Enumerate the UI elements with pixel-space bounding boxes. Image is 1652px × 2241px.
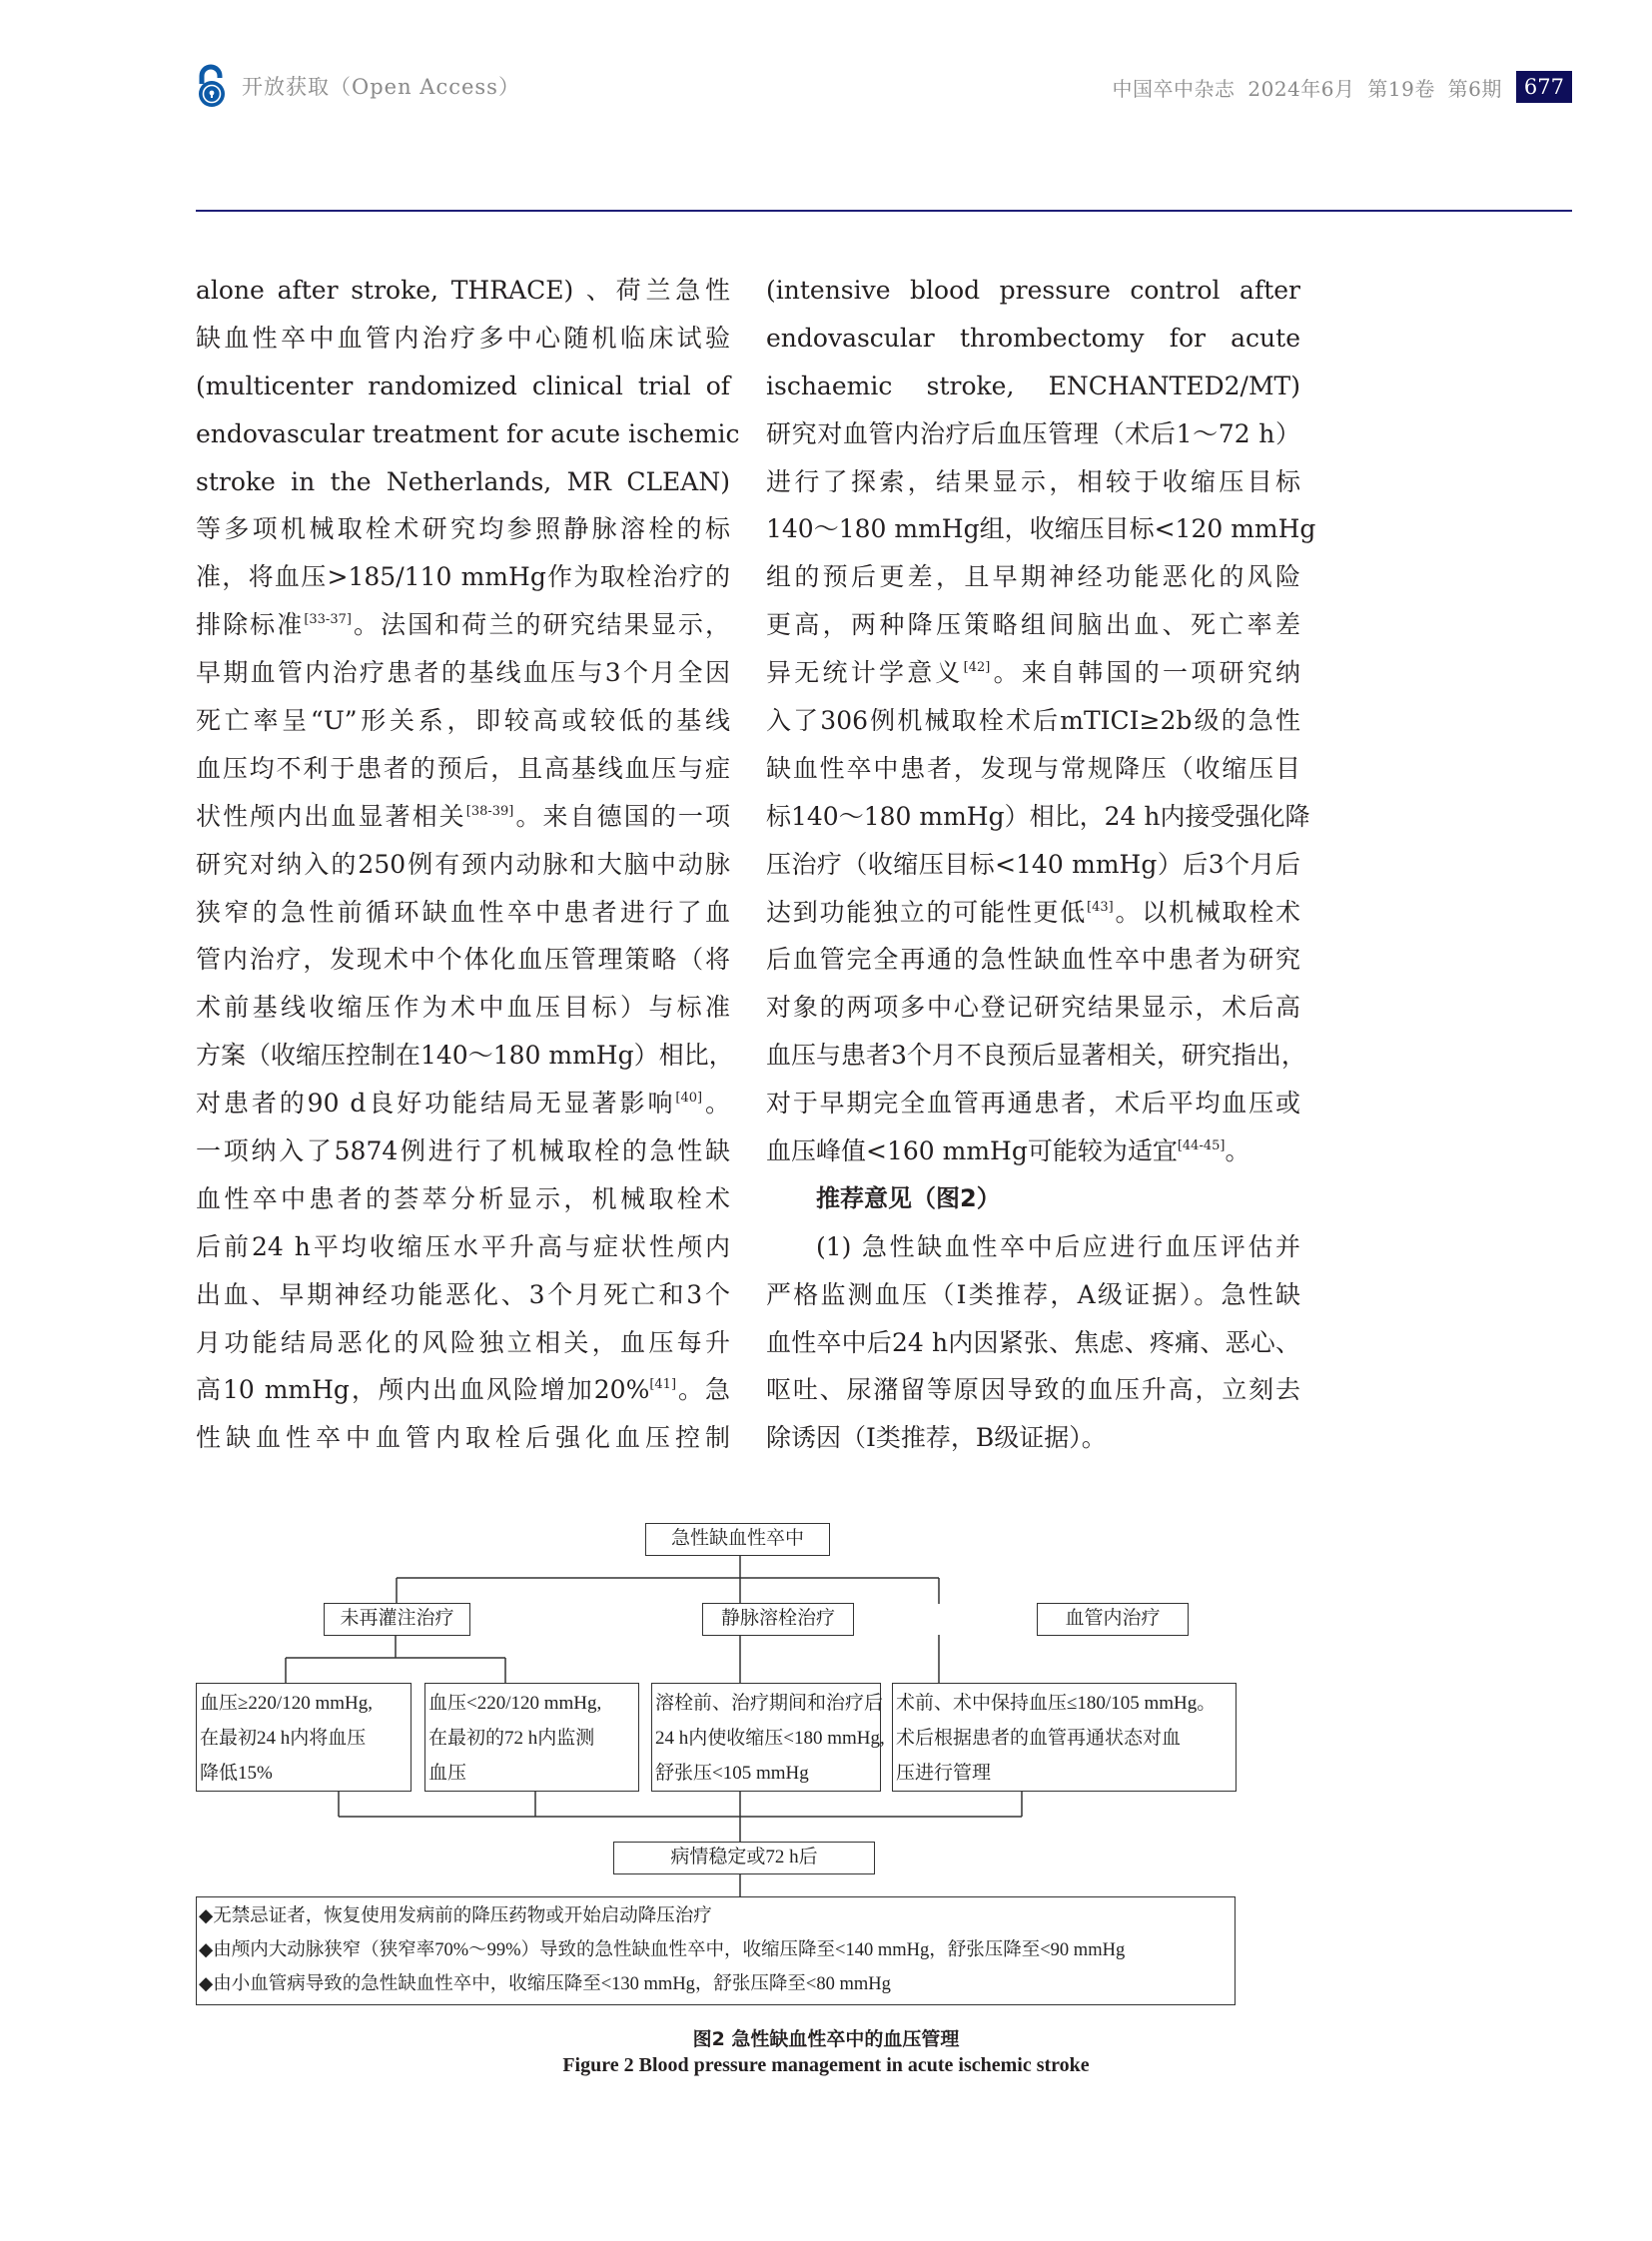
node-endovascular-targets xyxy=(892,1683,1237,1792)
node-label: 静脉溶栓治疗 xyxy=(720,1608,835,1629)
text-line xyxy=(196,505,730,553)
node-line: 血压≥220/120 mmHg, xyxy=(200,1693,373,1714)
journal-header xyxy=(1113,70,1572,104)
text-line xyxy=(766,889,1300,937)
text-segment: 。 xyxy=(1225,1136,1250,1166)
node-label: 血管内治疗 xyxy=(1065,1608,1161,1629)
node-line: 溶栓前、治疗期间和治疗后 xyxy=(655,1693,884,1714)
text-line xyxy=(766,363,1300,410)
text-line xyxy=(766,841,1300,889)
text-segment: 血压均不利于患者的预后，且高基线血压与症 xyxy=(196,753,730,783)
text-line xyxy=(766,1032,1306,1080)
text-line xyxy=(766,315,1300,363)
text-segment: 月功能结局恶化的风险独立相关，血压每升 xyxy=(196,1327,730,1357)
node-line: 术前、术中保持血压≤180/105 mmHg。 xyxy=(896,1693,1217,1714)
node-line: 24 h内使收缩压<180 mmHg, xyxy=(655,1728,885,1749)
text-segment: 研究对纳入的250例有颈内动脉和大脑中动脉 xyxy=(196,849,730,879)
node-line: 在最初24 h内将血压 xyxy=(200,1728,367,1749)
text-line xyxy=(196,601,730,649)
text-segment: 。 xyxy=(702,1089,730,1119)
node-line: 血压<220/120 mmHg, xyxy=(428,1693,602,1714)
node-line: 血压 xyxy=(428,1763,467,1784)
text-segment: (multicenter randomized clinical trial of xyxy=(196,371,730,400)
text-line xyxy=(196,1175,730,1223)
text-segment: 。法国和荷兰的研究结果显示， xyxy=(351,610,730,640)
text-segment: 入了306例机械取栓术后mTICI≥2b级的急性 xyxy=(766,706,1300,736)
node-acute-ischemic-stroke xyxy=(645,1523,830,1556)
text-line xyxy=(766,1080,1300,1127)
citation-ref: [43] xyxy=(1087,899,1114,915)
node-bp-high xyxy=(196,1683,412,1792)
text-segment: 。急 xyxy=(676,1375,730,1405)
text-line xyxy=(766,410,1300,458)
text-segment: 除诱因（I类推荐，B级证据）。 xyxy=(766,1423,1107,1453)
text-line xyxy=(196,363,730,410)
node-line: 术后根据患者的血管再通状态对血 xyxy=(896,1728,1182,1749)
text-segment: 血性卒中后24 h内因紧张、焦虑、疼痛、恶心、 xyxy=(766,1327,1300,1357)
text-line xyxy=(766,1223,1300,1271)
text-segment: endovascular thrombectomy for acute xyxy=(766,323,1300,353)
text-segment: 性缺血性卒中血管内取栓后强化血压控制 xyxy=(196,1423,730,1453)
text-segment: 一项纳入了5874例进行了机械取栓的急性缺 xyxy=(196,1136,730,1166)
text-line xyxy=(196,889,730,937)
left-column xyxy=(196,267,740,1462)
text-line xyxy=(196,1080,730,1127)
text-segment: 对象的两项多中心登记研究结果显示，术后高 xyxy=(766,993,1300,1023)
text-line xyxy=(196,649,730,697)
text-segment: 。来自德国的一项 xyxy=(513,801,730,831)
text-segment: 血压与患者3个月不良预后显著相关，研究指出， xyxy=(766,1041,1306,1071)
text-segment: 等多项机械取栓术研究均参照静脉溶栓的标 xyxy=(196,514,730,544)
citation-ref: [44-45] xyxy=(1177,1138,1226,1154)
figure-caption-en: Figure 2 Blood pressure management in acute ischemic stroke xyxy=(562,2054,1090,2076)
text-segment: 早期血管内治疗患者的基线血压与3个月全因 xyxy=(196,658,730,688)
node-line: 舒张压<105 mmHg xyxy=(655,1763,809,1784)
text-line xyxy=(766,936,1300,984)
text-segment: 标140～180 mmHg）相比，24 h内接受强化降 xyxy=(766,801,1310,831)
text-line xyxy=(196,553,730,601)
figure-2-flowchart xyxy=(196,1508,1294,2027)
text-line xyxy=(196,841,730,889)
text-segment: 管内治疗，发现术中个体化血压管理策略（将 xyxy=(196,945,730,975)
text-segment: 后血管完全再通的急性缺血性卒中患者为研究 xyxy=(766,945,1300,975)
text-line xyxy=(196,1271,730,1319)
right-column xyxy=(766,267,1316,1462)
citation-ref: [41] xyxy=(649,1377,677,1393)
text-segment: endovascular treatment for acute ischemic xyxy=(196,418,740,448)
node-recommendations xyxy=(196,1896,1236,2005)
text-segment: 。以机械取栓术 xyxy=(1113,897,1300,927)
text-line xyxy=(766,267,1300,315)
header-divider xyxy=(196,210,1572,212)
text-segment: 研究对血管内治疗后血压管理（术后1～72 h） xyxy=(766,418,1300,448)
citation-ref: [42] xyxy=(963,660,991,676)
text-segment: 血性卒中患者的荟萃分析显示，机械取栓术 xyxy=(196,1183,730,1213)
text-line xyxy=(766,1271,1300,1319)
page-number: 677 xyxy=(1516,71,1572,103)
text-segment: 对患者的90 d良好功能结局无显著影响 xyxy=(196,1089,676,1119)
text-line xyxy=(766,1366,1300,1414)
citation-ref: [38-39] xyxy=(465,803,514,819)
text-segment: alone after stroke, THRACE) 、荷兰急性 xyxy=(196,276,730,305)
text-line xyxy=(196,315,730,363)
text-segment: 对于早期完全血管再通患者，术后平均血压或 xyxy=(766,1089,1300,1119)
open-access-label: 开放获取（Open Access） xyxy=(242,75,520,99)
text-line xyxy=(766,553,1300,601)
text-line xyxy=(766,601,1300,649)
open-access-header xyxy=(196,66,520,106)
text-segment: 血压峰值<160 mmHg可能较为适宜 xyxy=(766,1136,1178,1166)
citation-ref: [40] xyxy=(675,1091,703,1107)
text-segment: 。来自韩国的一项研究纳 xyxy=(990,658,1300,688)
text-segment: 高10 mmHg，颅内出血风险增加20% xyxy=(196,1375,650,1405)
journal-info: 中国卒中杂志 2024年6月 第19卷 第6期 xyxy=(1112,76,1502,101)
text-line xyxy=(196,1319,730,1367)
text-line xyxy=(766,649,1300,697)
node-no-reperfusion xyxy=(324,1603,470,1636)
text-segment: 异无统计学意义 xyxy=(766,658,964,688)
text-line xyxy=(196,745,730,793)
text-segment: 组的预后更差，且早期神经功能恶化的风险 xyxy=(766,562,1300,592)
node-bp-lower xyxy=(424,1683,639,1792)
text-line xyxy=(196,410,740,458)
text-line xyxy=(196,697,730,745)
text-line xyxy=(196,267,730,315)
node-thrombolysis-targets xyxy=(651,1683,885,1792)
text-segment: 出血、早期神经功能恶化、3个月死亡和3个 xyxy=(196,1279,730,1309)
text-segment: 缺血性卒中患者，发现与常规降压（收缩压目 xyxy=(766,753,1300,783)
node-label: 未再灌注治疗 xyxy=(340,1608,454,1629)
node-label: 病情稳定或72 h后 xyxy=(670,1847,818,1868)
figure-caption-cn: 图2 急性缺血性卒中的血压管理 xyxy=(692,2028,960,2050)
text-line xyxy=(196,458,730,506)
text-segment: 严格监测血压（I类推荐，A级证据）。急性缺 xyxy=(766,1279,1300,1309)
text-segment: 140～180 mmHg组，收缩压目标<120 mmHg xyxy=(766,514,1316,544)
text-segment: 术前基线收缩压作为术中血压目标）与标准 xyxy=(196,993,730,1023)
text-line xyxy=(196,1414,730,1462)
node-line: 在最初的72 h内监测 xyxy=(428,1728,595,1749)
text-segment: 状性颅内出血显著相关 xyxy=(196,801,466,831)
text-segment: 准，将血压>185/110 mmHg作为取栓治疗的 xyxy=(196,562,730,592)
text-line xyxy=(196,1223,730,1271)
node-stable-or-72h xyxy=(613,1842,875,1874)
text-line xyxy=(196,1366,730,1414)
node-line: 降低15% xyxy=(200,1763,273,1784)
text-segment: ischaemic stroke, ENCHANTED2/MT) xyxy=(766,371,1300,400)
node-endovascular xyxy=(1037,1603,1189,1636)
recommendation-item: ◆由小血管病导致的急性缺血性卒中，收缩压降至<130 mmHg，舒张压降至<80 mmHg xyxy=(199,1974,891,1994)
text-segment: 进行了探索，结果显示，相较于收缩压目标 xyxy=(766,466,1300,496)
text-line xyxy=(766,793,1310,841)
text-line xyxy=(766,505,1316,553)
text-line xyxy=(766,1127,1300,1175)
text-line xyxy=(196,793,730,841)
text-line xyxy=(766,984,1300,1032)
text-segment: 更高，两种降压策略组间脑出血、死亡率差 xyxy=(766,610,1300,640)
text-line xyxy=(196,984,730,1032)
node-line: 压进行管理 xyxy=(896,1763,992,1784)
recommendation-item: ◆无禁忌证者，恢复使用发病前的降压药物或开始启动降压治疗 xyxy=(199,1906,712,1926)
text-line xyxy=(196,1127,730,1175)
text-line xyxy=(196,1032,734,1080)
open-lock-icon xyxy=(196,64,230,108)
node-iv-thrombolysis xyxy=(702,1603,854,1636)
recommendation-heading: 推荐意见（图2） xyxy=(816,1183,1001,1212)
text-segment: 方案（收缩压控制在140～180 mmHg）相比， xyxy=(196,1041,734,1071)
text-segment: 后前24 h平均收缩压水平升高与症状性颅内 xyxy=(196,1231,730,1261)
text-line xyxy=(766,1319,1300,1367)
text-segment: 死亡率呈“U”形关系，即较高或较低的基线 xyxy=(196,706,730,736)
text-segment: 压治疗（收缩压目标<140 mmHg）后3个月后 xyxy=(766,849,1300,879)
text-line xyxy=(766,1414,1300,1462)
text-line xyxy=(196,936,730,984)
text-segment: (intensive blood pressure control after xyxy=(766,276,1300,305)
text-segment: 呕吐、尿潴留等原因导致的血压升高，立刻去 xyxy=(766,1375,1300,1405)
citation-ref: [33-37] xyxy=(304,612,352,628)
text-segment: 狭窄的急性前循环缺血性卒中患者进行了血 xyxy=(196,897,730,927)
text-segment: stroke in the Netherlands, MR CLEAN) xyxy=(196,466,730,496)
text-line xyxy=(766,697,1300,745)
text-segment: 排除标准 xyxy=(196,610,305,640)
text-segment: 缺血性卒中血管内治疗多中心随机临床试验 xyxy=(196,323,730,353)
text-line xyxy=(766,458,1300,506)
text-line xyxy=(766,745,1300,793)
node-label: 急性缺血性卒中 xyxy=(670,1528,804,1549)
text-segment: (1) 急性缺血性卒中后应进行血压评估并 xyxy=(816,1231,1300,1261)
text-segment: 达到功能独立的可能性更低 xyxy=(766,897,1088,927)
recommendation-item: ◆由颅内大动脉狭窄（狭窄率70%～99%）导致的急性缺血性卒中，收缩压降至<140 mmHg，舒张压降至<90 mmHg xyxy=(199,1940,1126,1960)
